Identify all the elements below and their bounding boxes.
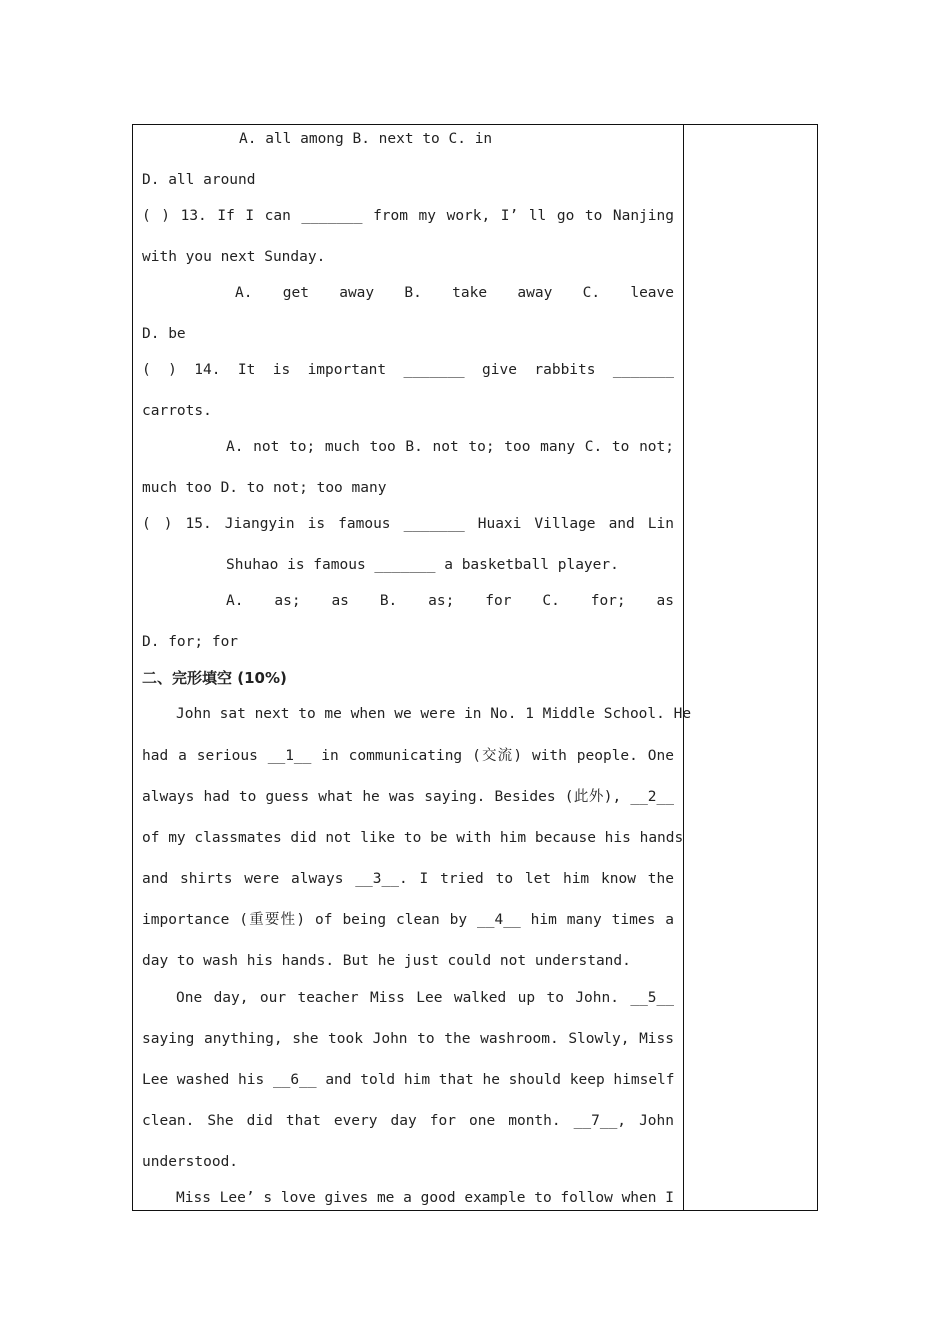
q15-option-d: D. for; for xyxy=(142,634,239,650)
section-heading-cloze: 二、完形填空 (10%) xyxy=(142,669,287,687)
question-13: ( ) 13. If I can _______ from my work, I’ ll go to Nanjing xyxy=(142,208,674,224)
question-15: ( ) 15. Jiangyin is famous _______ Huaxi Village and Lin xyxy=(142,516,674,532)
question-14-cont: carrots. xyxy=(142,403,212,419)
passage-line-2: had a serious __1__ in communicating (交流) with people. One xyxy=(142,748,674,764)
passage-line-1: John sat next to me when we were in No. 1 Middle School. He xyxy=(176,706,692,722)
q12-options-line: A. all among B. next to C. in xyxy=(239,131,493,147)
content-cell xyxy=(142,125,692,1210)
q13-option-d: D. be xyxy=(142,326,186,342)
passage-line-3: always had to guess what he was saying. Besides (此外), __2__ xyxy=(142,789,674,805)
q14-options-cont: much too D. to not; too many xyxy=(142,480,387,496)
exercise-table xyxy=(132,124,818,1211)
passage-line-11: clean. She did that every day for one month. __7__, John xyxy=(142,1113,674,1129)
question-14: ( ) 14. It is important _______ give rabbits _______ xyxy=(142,362,674,378)
column-divider xyxy=(683,125,684,1210)
passage-line-5: and shirts were always __3__. I tried to let him know the xyxy=(142,871,674,887)
passage-line-7: day to wash his hands. But he just could not understand. xyxy=(142,953,631,969)
passage-line-4: of my classmates did not like to be with him because his hands xyxy=(142,830,684,846)
question-15-cont: Shuhao is famous _______ a basketball player. xyxy=(226,557,619,573)
passage-line-9: saying anything, she took John to the washroom. Slowly, Miss xyxy=(142,1031,674,1047)
passage-line-6: importance (重要性) of being clean by __4__ him many times a xyxy=(142,912,674,928)
q14-options-line: A. not to; much too B. not to; too many C. to not; xyxy=(226,439,674,455)
passage-line-8: One day, our teacher Miss Lee walked up to John. __5__ xyxy=(176,990,674,1006)
q13-options-line: A. get away B. take away C. leave xyxy=(235,285,674,301)
passage-line-13: Miss Lee’ s love gives me a good example to follow when I xyxy=(176,1190,674,1206)
q12-option-d: D. all around xyxy=(142,172,256,188)
question-13-cont: with you next Sunday. xyxy=(142,249,326,265)
passage-line-12: understood. xyxy=(142,1154,239,1170)
q15-options-line: A. as; as B. as; for C. for; as xyxy=(226,593,674,609)
passage-line-10: Lee washed his __6__ and told him that he should keep himself xyxy=(142,1072,675,1088)
